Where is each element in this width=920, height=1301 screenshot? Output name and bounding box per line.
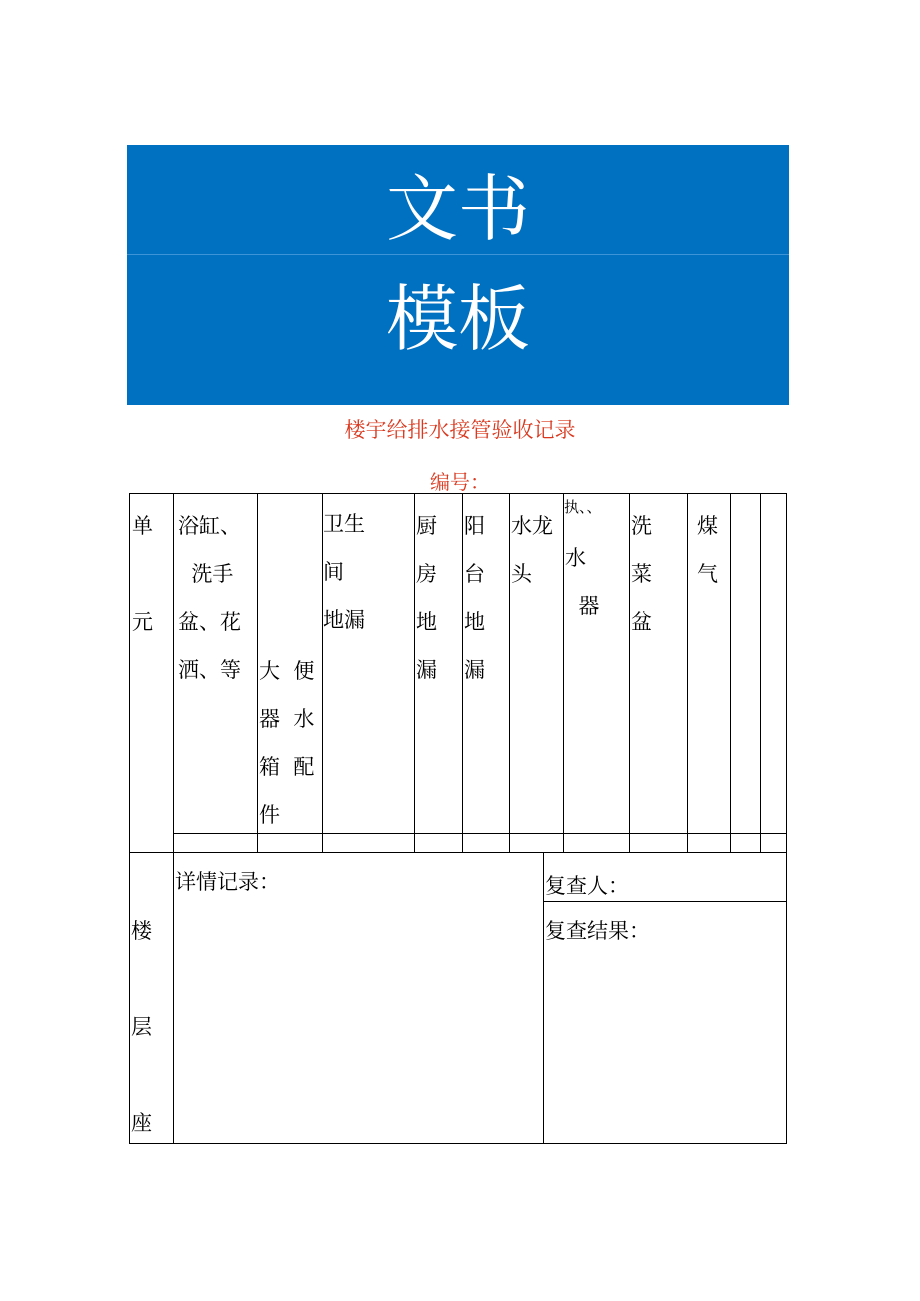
header-faucet: 水龙 头 [511,514,553,586]
banner-title-line2: 模板 [385,277,530,361]
header-toilet-tank: 大 便 器 水 箱 配 件 [259,659,315,827]
floor-label: 楼 层 座 [131,919,152,1135]
header-unit: 单 元 [132,514,153,634]
reviewer-label: 复查人： [545,874,629,898]
review-result-label: 复查结果： [545,919,650,943]
header-bathtub-basin: 浴缸、 洗手 盆、花 洒、等 [178,514,241,682]
header-water-heater-top: 执、、 [564,498,602,516]
header-balcony-floor-drain: 阳 台 地 漏 [464,514,485,682]
header-vegetable-sink: 洗 菜 盆 [631,514,652,634]
document-number-label: 编号： [430,470,490,494]
header-gas: 煤 气 [697,514,718,586]
detail-record-label: 详情记录： [175,870,280,894]
header-bathroom-floor-drain: 卫生 间 地漏 [323,512,365,632]
header-kitchen-floor-drain: 厨 房 地 漏 [416,514,437,682]
document-title: 楼宇给排水接管验收记录 [344,418,576,442]
header-water-heater: 水 器 [565,546,600,618]
banner-title-line1: 文书 [385,167,530,251]
